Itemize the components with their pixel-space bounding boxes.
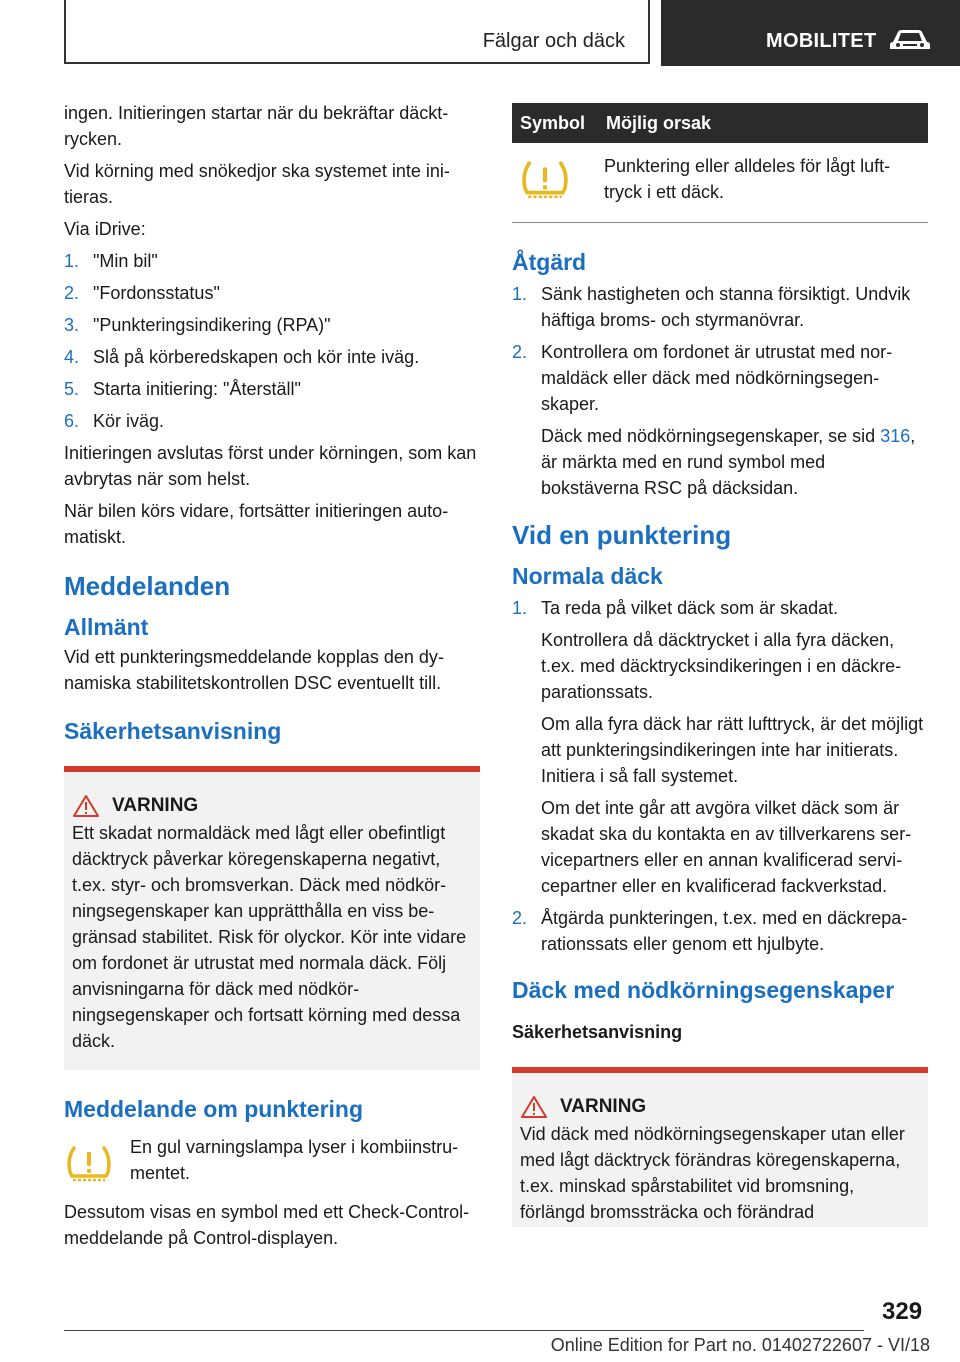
step-text: Kör iväg. <box>93 411 165 431</box>
paragraph: Dessutom visas en symbol med ett Check-Control-meddelande på Control-displayen. <box>64 1202 470 1248</box>
idrive-steps <box>64 248 480 434</box>
message-row <box>64 1134 480 1189</box>
step-number: 4. <box>64 347 80 367</box>
table-row <box>512 143 928 223</box>
list-item <box>64 280 480 306</box>
list-item <box>512 595 928 899</box>
heading-meddelande-punktering: Meddelande om punktering <box>64 1096 364 1122</box>
page-link[interactable]: 316 <box>880 426 911 446</box>
page-number: 329 <box>882 1298 923 1325</box>
paragraph: Initieringen avslutas först under körningen, som kan avbrytas när som helst. <box>64 443 477 489</box>
column-header-symbol: Symbol <box>512 103 598 143</box>
step-number: 2. <box>512 908 528 928</box>
step-subtext: Om alla fyra däck har rätt lufttryck, är det möjligt att punkteringsindikeringen inte har initierats. Initiera i så fall systemet. <box>541 714 924 786</box>
warning-triangle-icon <box>72 794 100 818</box>
step-text: Slå på körberedskapen och kör inte iväg. <box>93 347 420 367</box>
step-text: Ta reda på vilket däck som är skadat. <box>541 598 839 618</box>
paragraph: Vid ett punkteringsmeddelande kopplas den dynamiska stabilitetskontrollen DSC eventuellt till. <box>64 647 444 693</box>
step-number: 1. <box>512 598 528 618</box>
heading-meddelanden: Meddelanden <box>64 571 231 601</box>
step-text: Starta initiering: "Återställ" <box>93 379 301 399</box>
list-item <box>64 408 480 434</box>
symbol-table <box>512 103 928 223</box>
list-item <box>64 376 480 402</box>
tire-pressure-warning-icon <box>64 1144 114 1184</box>
step-number: 2. <box>64 283 80 303</box>
list-item <box>64 344 480 370</box>
table-header-row <box>512 103 928 143</box>
cause-cell: Punktering eller alldeles för lågt lufttryck i ett däck. <box>598 143 928 223</box>
warning-text: Vid däck med nödkörningsegenskaper utan eller med lågt däcktryck förändras köregenskaperna, t.ex. minskad spårstabilitet vid bromsning, förlängd bromssträcka och förändrad <box>520 1124 905 1222</box>
step-text: "Fordonsstatus" <box>93 283 220 303</box>
chapter-tab-label: MOBILITET <box>766 30 877 52</box>
message-text: En gul varningslampa lyser i kombiinstrumentet. <box>130 1137 459 1183</box>
step-number: 5. <box>64 379 80 399</box>
right-column <box>512 100 928 1227</box>
step-subtext: Om det inte går att avgöra vilket däck som är skadat ska du kontakta en av tillverkarens servicepartners eller en annan kvalificerad servicepartner eller en kvalificerad fackverkstad. <box>541 798 912 896</box>
warning-text: Ett skadat normaldäck med lågt eller obefintligt däcktryck påverkar köregenskaperna negativt, t.ex. styr- och bromsverkan. Däck med nödkörningsegenskaper kan upprätthålla en viss begränsad stabilitet. Risk för olyckor. Kör inte vidare om fordonet är utrustat med normala däck. Följ anvisningarna för däck med nödkörningsegenskaper och fortsatt körning med dessa däck. <box>72 823 467 1051</box>
tire-pressure-warning-icon <box>518 159 572 201</box>
normala-steps <box>512 595 928 957</box>
paragraph: ingen. Initieringen startar när du bekräftar däcktrycken. <box>64 103 449 149</box>
step-number: 2. <box>512 342 528 362</box>
step-text: "Punkteringsindikering (RPA)" <box>93 315 331 335</box>
heading-vid-en-punktering: Vid en punktering <box>512 520 732 550</box>
step-text: Åtgärda punkteringen, t.ex. med en däckreparationssats eller genom ett hjulbyte. <box>541 908 908 954</box>
step-number: 6. <box>64 411 80 431</box>
heading-sakerhetsanvisning: Säkerhetsanvisning <box>64 718 282 744</box>
step-text: Kontrollera om fordonet är utrustat med normaldäck eller däck med nödkörningsegenskaper. <box>541 342 893 414</box>
warning-title <box>520 1095 920 1119</box>
paragraph: När bilen körs vidare, fortsätter initieringen automatiskt. <box>64 501 449 547</box>
step-number: 1. <box>512 284 528 304</box>
step-number: 3. <box>64 315 80 335</box>
chapter-tab[interactable] <box>661 0 960 66</box>
step-number: 1. <box>64 251 80 271</box>
list-item <box>512 905 928 957</box>
section-title: Fälgar och däck <box>482 30 625 52</box>
warning-title <box>72 794 472 818</box>
heading-allmant: Allmänt <box>64 614 149 640</box>
column-header-orsak: Möjlig orsak <box>598 103 928 143</box>
symbol-cell <box>512 143 598 223</box>
warning-title-text: VARNING <box>112 795 199 816</box>
heading-nodkorningsegenskaper: Däck med nödkörningsegenskaper <box>512 977 895 1003</box>
list-item <box>64 312 480 338</box>
step-subtext: Däck med nödkörningsegenskaper, se sid 316, är märkta med en rund symbol med bokstäverna RSC på däcksidan. <box>541 426 916 498</box>
list-item <box>512 281 928 333</box>
paragraph: Via iDrive: <box>64 219 146 239</box>
heading-sakerhetsanvisning: Säkerhetsanvisning <box>512 1022 683 1042</box>
warning-title-text: VARNING <box>560 1096 647 1117</box>
warning-box <box>512 1067 928 1227</box>
list-item <box>512 339 928 501</box>
warning-box <box>64 766 480 1070</box>
left-column <box>64 100 480 1257</box>
list-item <box>64 248 480 274</box>
warning-triangle-icon <box>520 1095 548 1119</box>
footer-text: Online Edition for Part no. 01402722607 - VI/18 <box>550 1335 930 1355</box>
step-text: Sänk hastigheten och stanna försiktigt. Undvik häftiga broms- och styrmanövrar. <box>541 284 911 330</box>
footer-divider <box>64 1330 864 1331</box>
paragraph: Vid körning med snökedjor ska systemet inte initieras. <box>64 161 450 207</box>
step-text: "Min bil" <box>93 251 158 271</box>
heading-normala-dack: Normala däck <box>512 563 663 589</box>
car-icon <box>889 28 931 52</box>
heading-atgard: Åtgärd <box>512 249 587 275</box>
page-header <box>0 0 960 66</box>
step-subtext: Kontrollera då däcktrycket i alla fyra däcken, t.ex. med däcktrycksindikeringen i en däckreparationssats. <box>541 630 902 702</box>
atgard-steps <box>512 281 928 501</box>
